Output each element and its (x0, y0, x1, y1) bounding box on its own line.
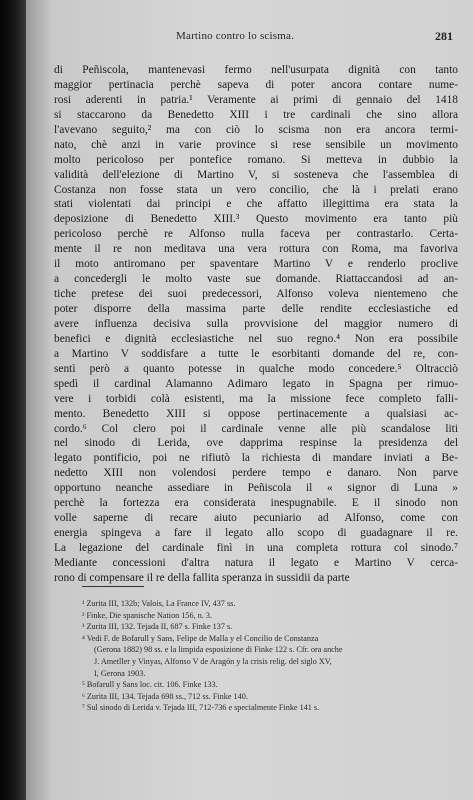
body-line: l'avevano seguito,² ma con ciò lo scisma non era ancora termi- (54, 123, 458, 136)
body-line: nato, chè anzi in varie province si rese sensibile un movimento (54, 138, 458, 151)
body-line: a Martino V soddisfare a tutte le esorbitanti domande del re, con- (54, 347, 458, 360)
footnote-line: ¹ Zurita III, 132b; Valois, La France IV, 437 ss. (82, 599, 236, 608)
body-line: volle saperne di recare aiuto pecuniario ad Alfonso, come con (54, 512, 458, 525)
body-line: si staccarono da Benedetto XIII i tre cardinali che sino allora (54, 108, 458, 121)
body-line: Mediante concessioni d'altra natura il legato e Martino V cerca- (54, 556, 458, 569)
body-line: mento. Benedetto XIII si oppose pertinacemente a qualsiasi ac- (54, 407, 458, 420)
footnote-separator (82, 586, 144, 587)
body-line: molto pericoloso per pontefice romano. Si metteva in dubbio la (54, 153, 458, 166)
body-line: cordo.⁶ Col clero poi il cardinale venne alle più scandalose liti (54, 422, 458, 435)
running-title: Martino contro lo scisma. (176, 30, 295, 42)
body-line: perchè la fortezza era considerata inespugnabile. E il sinodo non (54, 497, 458, 510)
footnote-line: ³ Zurita III, 132. Tejada II, 687 s. Finke 137 s. (82, 622, 233, 632)
footnote-line: ⁴ Vedi F. de Bofarull y Sans, Felipe de Malla y el Concilio de Constanza (82, 633, 319, 643)
body-line: mente il re non meditava una vera rottura con Roma, ma favoriva (54, 243, 458, 256)
footnote-line: I, Gerona 1903. (94, 668, 146, 678)
body-line: La legazione del cardinale finì in una completa rottura col sinodo.⁷ (54, 542, 458, 554)
page-number: 281 (435, 29, 453, 43)
book-spine-shadow (0, 0, 26, 800)
page-header (26, 30, 473, 46)
body-line: legato pontificio, poi ne rifiutò la richiesta di mandare inviati a Be- (54, 452, 458, 465)
body-line: deposizione di Benedetto XIII.³ Questo movimento era tanto più (54, 213, 458, 226)
footnote-line: ⁵ Bofarull y Sans loc. cit. 106. Finke 133. (82, 680, 218, 690)
body-line: nel sinodo di Lerida, ove dapprima respinse la presidenza del (54, 437, 458, 450)
footnote-line: ² Finke, Die spanische Nation 156, n. 3. (82, 610, 213, 620)
body-line: poter disporre della massima parte delle rendite ecclesiastiche ed (54, 303, 458, 315)
body-line: spedì il cardinal Alamanno Adimaro legato in Spagna per rimuo- (54, 377, 458, 390)
book-page (26, 0, 473, 800)
body-line: sentì però a quanto potesse in qualche modo concedere.⁵ Oltracciò (54, 362, 458, 375)
body-line: avere influenza decisiva sulla provvisione del maggior numero di (54, 317, 458, 330)
body-line: stati violentati dai principi e che affatto illegittima era stata la (54, 198, 458, 211)
body-line: Costanza non fosse stata un vero concilio, che là i prelati erano (54, 183, 458, 196)
body-line: il moto antiromano per spaventare Martino V e renderlo proclive (54, 258, 458, 271)
body-line: nedetto XIII non volendosi perdere tempo e danaro. Non parve (54, 467, 458, 480)
footnote-line: J. Ametller y Vinyas, Alfonso V de Aragón y la crisis relig. del siglo XV, (94, 656, 332, 666)
footnote-line: ⁷ Sul sinodo di Lerida v. Tejada III, 712-736 e specialmente Finke 141 s. (82, 703, 320, 713)
body-text (54, 63, 458, 586)
body-line: rosi aderenti in patria.¹ Veramente ai primi di gennaio del 1418 (54, 93, 458, 106)
body-line: benefici e dignità ecclesiastiche nel suo regno.⁴ Non era possibile (54, 332, 458, 345)
body-line: opportuno neanche assediare in Peñiscola il « signor di Luna » (54, 482, 458, 495)
footnote-line: (Gerona 1882) 98 ss. e la limpida esposizione di Finke 122 s. Cfr. ora anche (94, 645, 343, 655)
footnotes (82, 598, 458, 714)
footnote-line: ⁶ Zurita III, 134. Tejada 698 ss., 712 ss. Finke 140. (82, 691, 248, 701)
body-line: energia spingeva a fare il legato allo scopo di guadagnare il re. (54, 527, 458, 540)
body-line: maggior pertinacia perchè sapeva di poter ancora contare nume- (54, 78, 458, 91)
body-line: vere i torbidi colà esistenti, ma la missione fece completo falli- (54, 392, 458, 405)
body-line: a concedergli le molto vaste sue domande. Riattaccandosi ad an- (54, 273, 458, 286)
body-line: tiche pretese dei suoi predecessori, Alfonso voleva nientemeno che (54, 288, 458, 301)
body-line: validità dell'elezione di Martino V, si sosteneva che l'assemblea di (54, 168, 458, 181)
body-line: di Peñiscola, mantenevasi fermo nell'usurpata dignità con tanto (54, 64, 458, 76)
body-line: rono di compensare il re della fallita speranza in sussidii da parte (54, 571, 350, 584)
body-line: pericoloso perchè re Alfonso nulla faceva per contrastarlo. Certa- (54, 228, 458, 241)
